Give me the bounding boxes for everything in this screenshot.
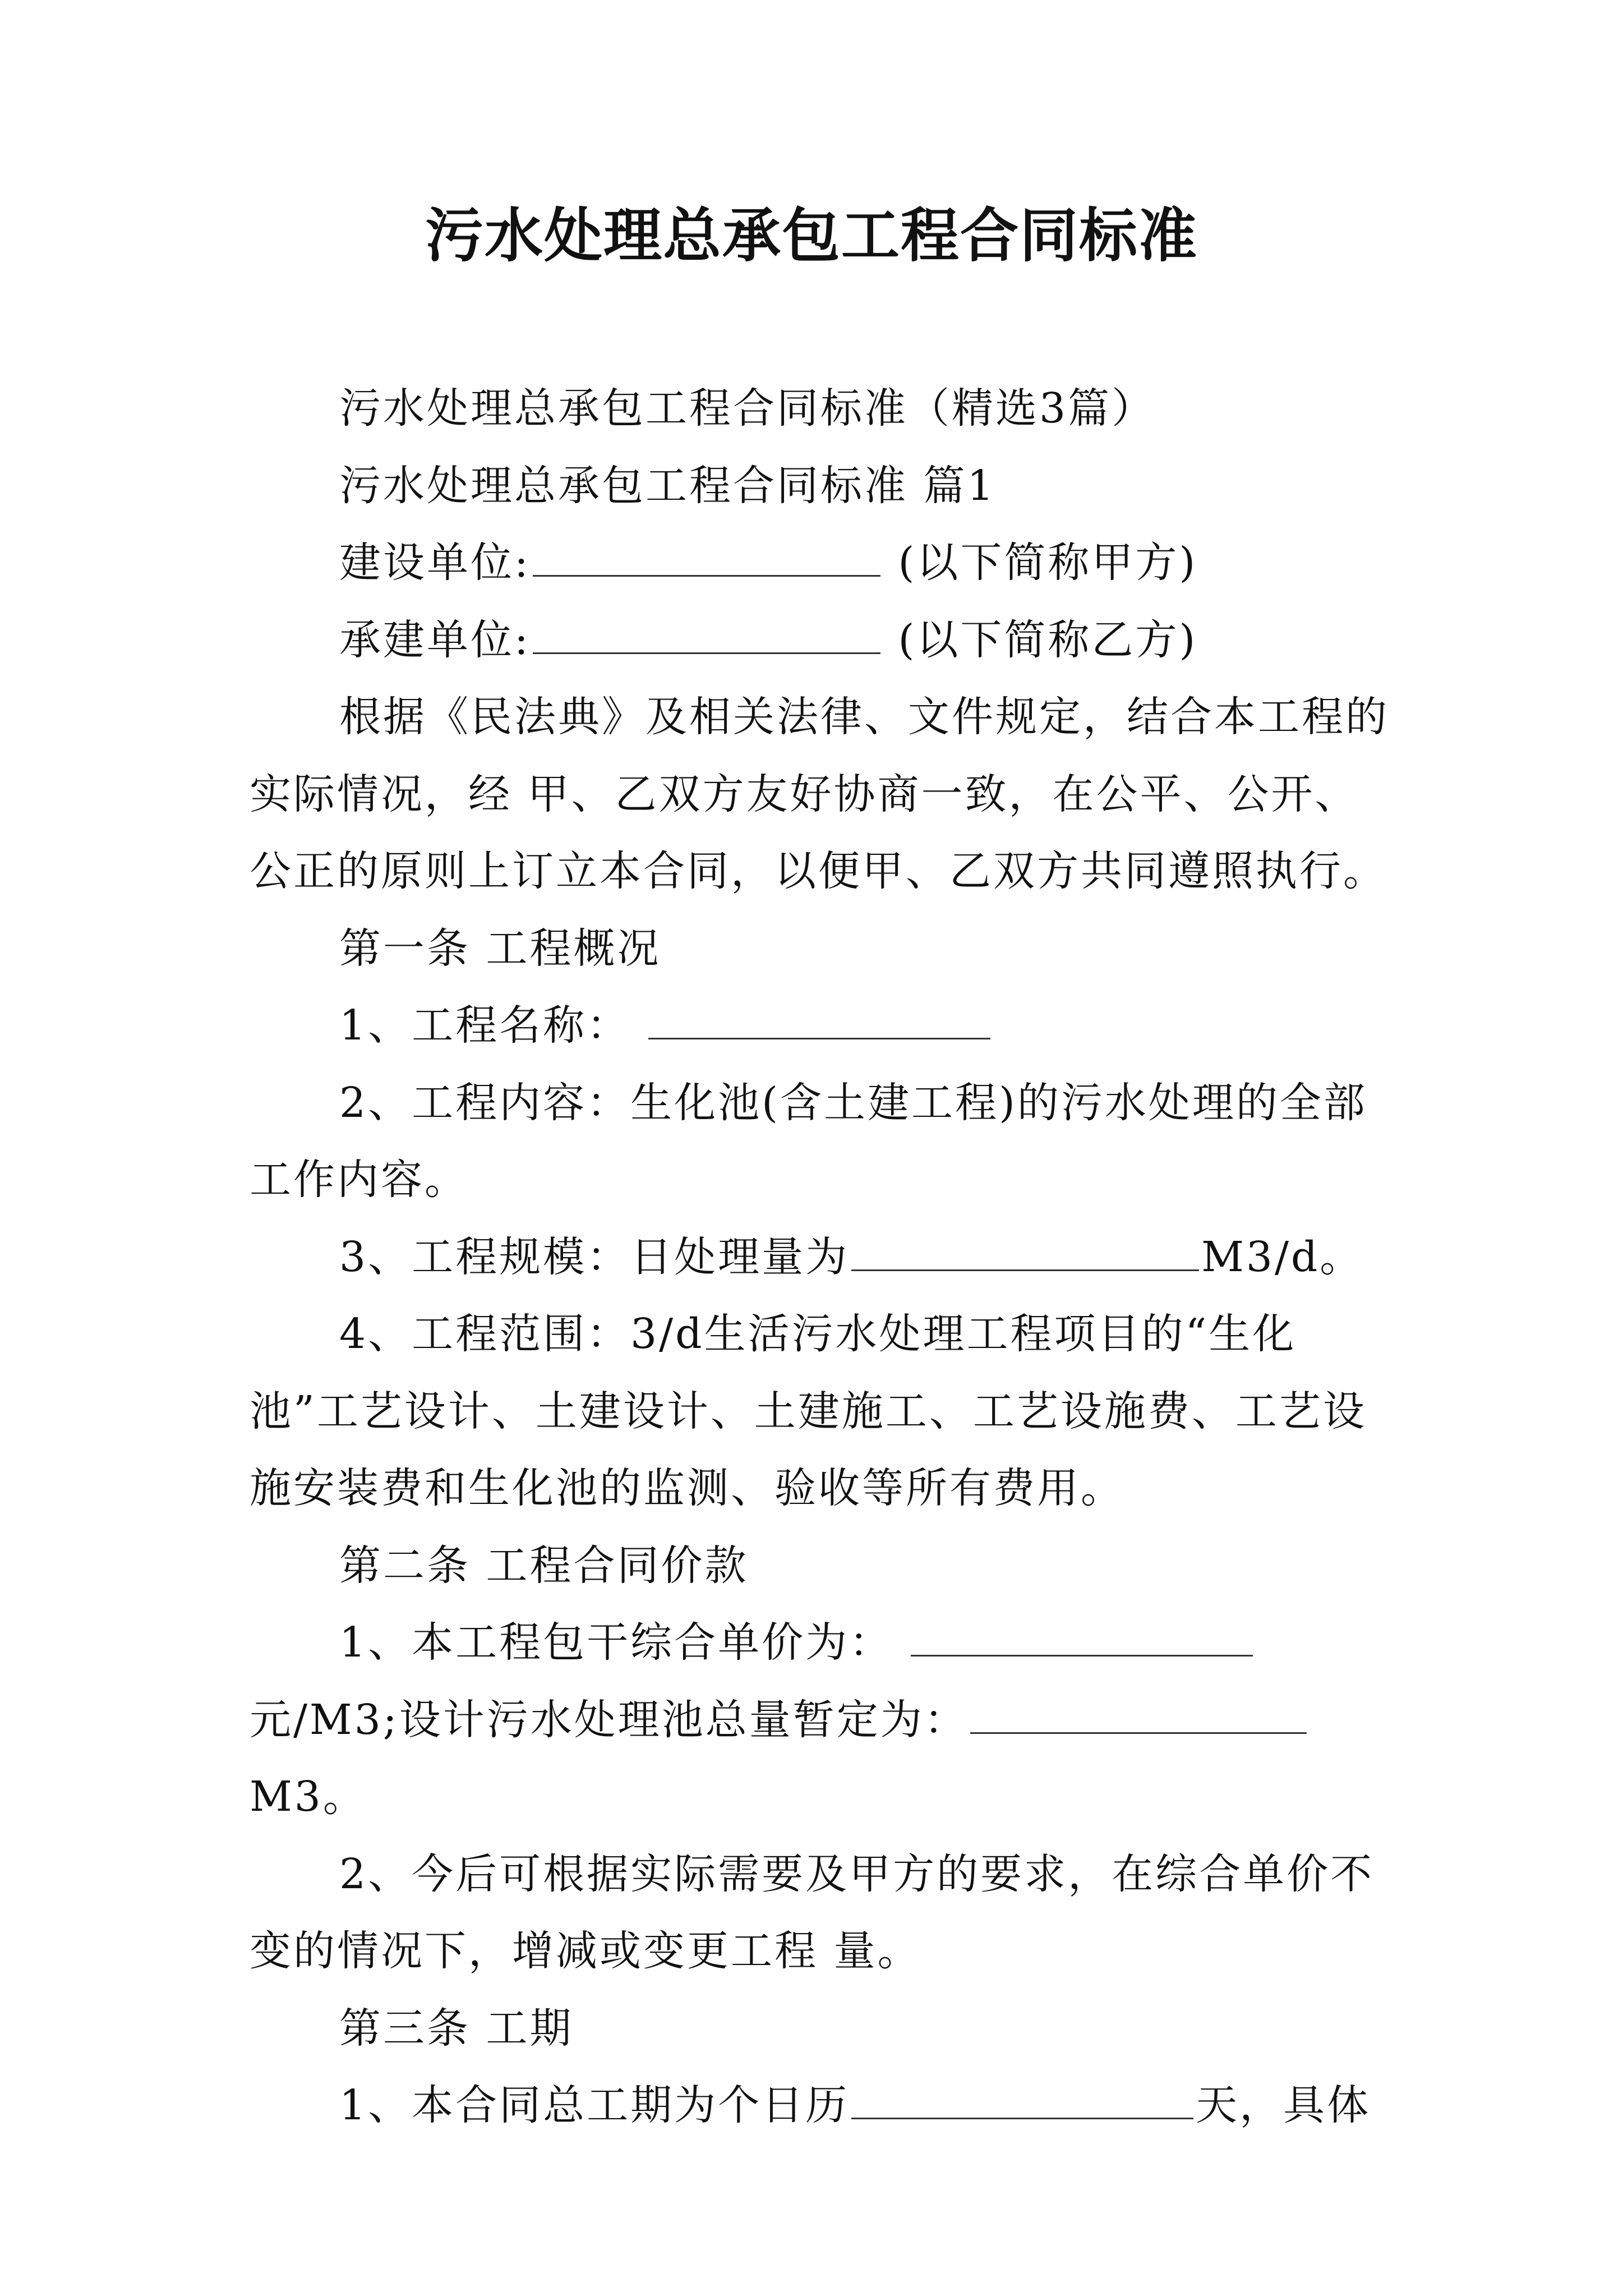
a2-item1-paragraph: [250, 1604, 1394, 1836]
party-b-label: 承建单位:: [339, 615, 531, 664]
article1-heading: 第一条 工程概况: [339, 924, 661, 973]
a2-item1-suffix: M3。: [250, 1773, 367, 1821]
a1-item4-paragraph: 4、工程范围：3/d生活污水处理工程项目的“生化池”工艺设计、土建设计、土建施工、工艺设施费、工艺设施安装费和生化池的监测、验收等所有费用。: [250, 1310, 1367, 1512]
a2-item2-paragraph: 2、今后可根据实际需要及甲方的要求，在综合单价不变的情况下，增减或变更工程 量。: [250, 1849, 1375, 1975]
a2-item1-mid: 元/M3;设计污水处理池总量暂定为：: [250, 1695, 968, 1744]
preamble-paragraph: 根据《民法典》及相关法律、文件规定，结合本工程的实际情况，经 甲、乙双方友好协商一致，在公平、公开、公正的原则上订立本合同，以便甲、乙双方共同遵照执行。: [250, 693, 1389, 895]
article2-heading: 第二条 工程合同价款: [339, 1541, 749, 1590]
duration-blank: [851, 2078, 1193, 2119]
a1-item3-suffix: M3/d。: [1201, 1232, 1364, 1281]
a2-item1-prefix: 1、本工程包干综合单价为：: [339, 1618, 893, 1667]
party-b-blank: [533, 613, 880, 654]
party-a-suffix: (以下简称甲方): [898, 539, 1198, 587]
a1-item3-line: [250, 1219, 1394, 1296]
section-heading: 污水处理总承包工程合同标准 篇1: [339, 461, 996, 510]
party-b-line: [250, 602, 1394, 679]
unit-price-blank: [911, 1616, 1253, 1657]
a1-item3-prefix: 3、工程规模：日处理量为: [339, 1232, 850, 1281]
document-body: [250, 370, 1394, 2145]
party-a-line: [250, 524, 1394, 602]
party-a-label: 建设单位:: [339, 539, 531, 587]
article3-heading: 第三条 工期: [339, 2004, 574, 2053]
capacity-blank: [851, 1230, 1199, 1271]
total-volume-blank: [970, 1693, 1307, 1734]
project-name-blank: [648, 999, 990, 1039]
party-a-blank: [533, 536, 880, 577]
subtitle: 污水处理总承包工程合同标准（精选3篇）: [339, 384, 1156, 432]
document-title: 污水处理总承包工程合同标准: [425, 201, 1198, 270]
party-b-suffix: (以下简称乙方): [898, 615, 1198, 664]
a1-item1-label: 1、工程名称：: [339, 1001, 631, 1050]
a1-item2-paragraph: 2、工程内容：生化池(含土建工程)的污水处理的全部工作内容。: [250, 1078, 1367, 1204]
a3-item1-line: [250, 2067, 1394, 2145]
a1-item1-line: [250, 987, 1394, 1065]
a3-item1-prefix: 1、本合同总工期为个日历: [339, 2081, 850, 2129]
a3-item1-suffix: 天，具体: [1196, 2081, 1371, 2129]
